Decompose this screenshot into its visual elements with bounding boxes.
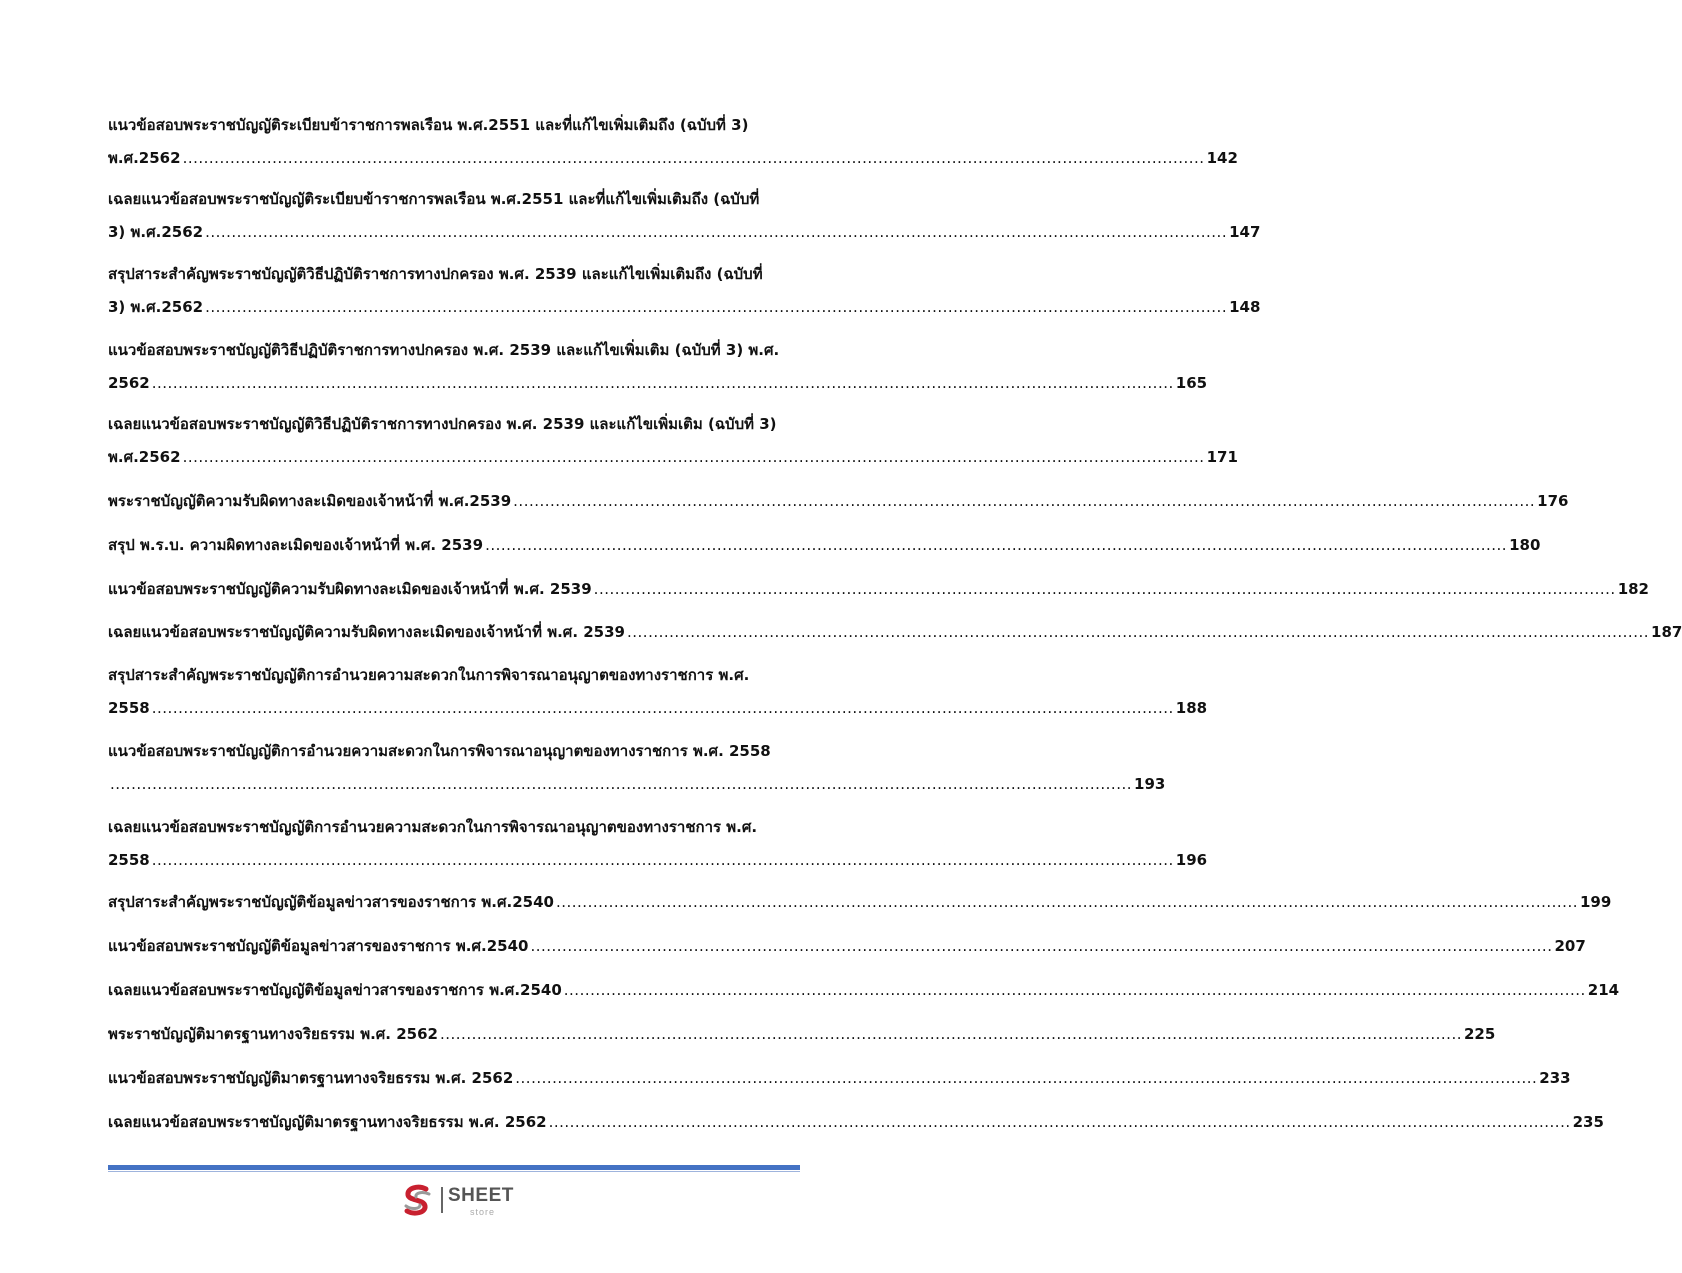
toc-entry-title-cont: 2558	[108, 699, 150, 717]
toc-page-number: 142	[1206, 149, 1238, 167]
toc-entry-title: เฉลยแนวข้อสอบพระราชบัญญัติระเบียบข้าราชการพลเรือน พ.ศ.2551 และที่แก้ไขเพิ่มเติมถึง (ฉบับที่	[108, 190, 760, 208]
dot-leader: ..................................................................................................................................................................................................	[110, 775, 1133, 793]
dot-leader: ..................................................................................................................................................................................................	[515, 1069, 1538, 1087]
dot-leader: ..................................................................................................................................................................................................	[563, 981, 1586, 999]
toc-entry-title: แนวข้อสอบพระราชบัญญัติความรับผิดทางละเมิดของเจ้าหน้าที่ พ.ศ. 2539	[108, 580, 592, 598]
logo-wordmark: SHEET	[448, 1185, 514, 1206]
sheet-logo-icon	[400, 1183, 436, 1219]
dot-leader: ..................................................................................................................................................................................................	[205, 223, 1228, 241]
toc-page-number: 196	[1175, 851, 1208, 869]
toc-entry-title: เฉลยแนวข้อสอบพระราชบัญญัติข้อมูลข่าวสารของราชการ พ.ศ.2540	[108, 981, 562, 999]
dot-leader: ..................................................................................................................................................................................................	[485, 536, 1508, 554]
toc-entry-title: แนวข้อสอบพระราชบัญญัติระเบียบข้าราชการพลเรือน พ.ศ.2551 และที่แก้ไขเพิ่มเติมถึง (ฉบับที่ 3)	[108, 116, 749, 134]
sheet-store-logo	[400, 1183, 530, 1219]
toc-entry-title: แนวข้อสอบพระราชบัญญัติการอำนวยความสะดวกในการพิจารณาอนุญาตของทางราชการ พ.ศ. 2558	[108, 742, 771, 760]
dot-leader: ..................................................................................................................................................................................................	[530, 937, 1553, 955]
dot-leader: ..................................................................................................................................................................................................	[548, 1113, 1571, 1131]
toc-entry-title: พระราชบัญญัติมาตรฐานทางจริยธรรม พ.ศ. 2562	[108, 1025, 438, 1043]
toc-page-number: 165	[1175, 374, 1208, 392]
toc-entry-title: สรุปสาระสำคัญพระราชบัญญัติการอำนวยความสะดวกในการพิจารณาอนุญาตของทางราชการ พ.ศ.	[108, 666, 750, 684]
toc-entry-title-cont: 3) พ.ศ.2562	[108, 223, 204, 241]
logo-subtext: store	[470, 1207, 496, 1217]
toc-entry-title: เฉลยแนวข้อสอบพระราชบัญญัติความรับผิดทางละเมิดของเจ้าหน้าที่ พ.ศ. 2539	[108, 623, 625, 641]
toc-page-number: 235	[1572, 1113, 1604, 1131]
dot-leader: ..................................................................................................................................................................................................	[593, 580, 1616, 598]
dot-leader: ..................................................................................................................................................................................................	[205, 298, 1228, 316]
toc-entry-title: สรุป พ.ร.บ. ความผิดทางละเมิดของเจ้าหน้าที่ พ.ศ. 2539	[108, 536, 484, 554]
toc-entry-title-cont: 2558	[108, 851, 150, 869]
toc-page-number: 171	[1206, 448, 1238, 466]
dot-leader: ..................................................................................................................................................................................................	[627, 623, 1650, 641]
toc-entry-title: เฉลยแนวข้อสอบพระราชบัญญัติการอำนวยความสะดวกในการพิจารณาอนุญาตของทางราชการ พ.ศ.	[108, 818, 758, 836]
dot-leader: ..................................................................................................................................................................................................	[513, 492, 1536, 510]
toc-page-number: 147	[1229, 223, 1261, 241]
dot-leader: ..................................................................................................................................................................................................	[182, 149, 1205, 167]
toc-page-number: 207	[1554, 937, 1586, 955]
toc-page-number: 199	[1579, 893, 1612, 911]
dot-leader: ..................................................................................................................................................................................................	[151, 851, 1174, 869]
toc-entry-title-cont: 2562	[108, 374, 150, 392]
toc-entry-title: เฉลยแนวข้อสอบพระราชบัญญัติมาตรฐานทางจริยธรรม พ.ศ. 2562	[108, 1113, 547, 1131]
toc-entry-title: สรุปสาระสำคัญพระราชบัญญัติวิธีปฏิบัติราชการทางปกครอง พ.ศ. 2539 และแก้ไขเพิ่มเติมถึง (ฉบับที่	[108, 265, 763, 283]
toc-entry-title-cont: พ.ศ.2562	[108, 149, 181, 167]
dot-leader: ..................................................................................................................................................................................................	[555, 893, 1578, 911]
toc-entry-title-cont: 3) พ.ศ.2562	[108, 298, 204, 316]
toc-page-number: 233	[1539, 1069, 1571, 1087]
toc-page-number: 176	[1537, 492, 1569, 510]
toc-page-number: 182	[1617, 580, 1649, 598]
toc-entry-title: พระราชบัญญัติความรับผิดทางละเมิดของเจ้าหน้าที่ พ.ศ.2539	[108, 492, 512, 510]
toc-page-number: 188	[1175, 699, 1208, 717]
footer-rule-thin	[108, 1171, 800, 1172]
dot-leader: ..................................................................................................................................................................................................	[151, 374, 1174, 392]
logo-divider	[441, 1187, 443, 1213]
toc-entry-title: เฉลยแนวข้อสอบพระราชบัญญัติวิธีปฏิบัติราชการทางปกครอง พ.ศ. 2539 และแก้ไขเพิ่มเติม (ฉบับที่ 3)	[108, 415, 777, 433]
toc-page-number: 148	[1229, 298, 1261, 316]
toc-entry-title: แนวข้อสอบพระราชบัญญัติมาตรฐานทางจริยธรรม พ.ศ. 2562	[108, 1069, 514, 1087]
toc-page-number: 187	[1651, 623, 1682, 641]
toc-page-number: 180	[1509, 536, 1541, 554]
toc-page-number: 225	[1464, 1025, 1496, 1043]
dot-leader: ..................................................................................................................................................................................................	[151, 699, 1174, 717]
toc-entry-title: แนวข้อสอบพระราชบัญญัติข้อมูลข่าวสารของราชการ พ.ศ.2540	[108, 937, 529, 955]
dot-leader: ..................................................................................................................................................................................................	[439, 1025, 1462, 1043]
dot-leader: ..................................................................................................................................................................................................	[182, 448, 1205, 466]
toc-entry-title: แนวข้อสอบพระราชบัญญัติวิธีปฏิบัติราชการทางปกครอง พ.ศ. 2539 และแก้ไขเพิ่มเติม (ฉบับที่ 3) พ.ศ.	[108, 341, 780, 359]
toc-page-number: 214	[1587, 981, 1620, 999]
toc-entry-title: สรุปสาระสำคัญพระราชบัญญัติข้อมูลข่าวสารของราชการ พ.ศ.2540	[108, 893, 554, 911]
toc-entry-title-cont: พ.ศ.2562	[108, 448, 181, 466]
footer-rule	[108, 1165, 800, 1170]
toc-page-number: 193	[1134, 775, 1166, 793]
